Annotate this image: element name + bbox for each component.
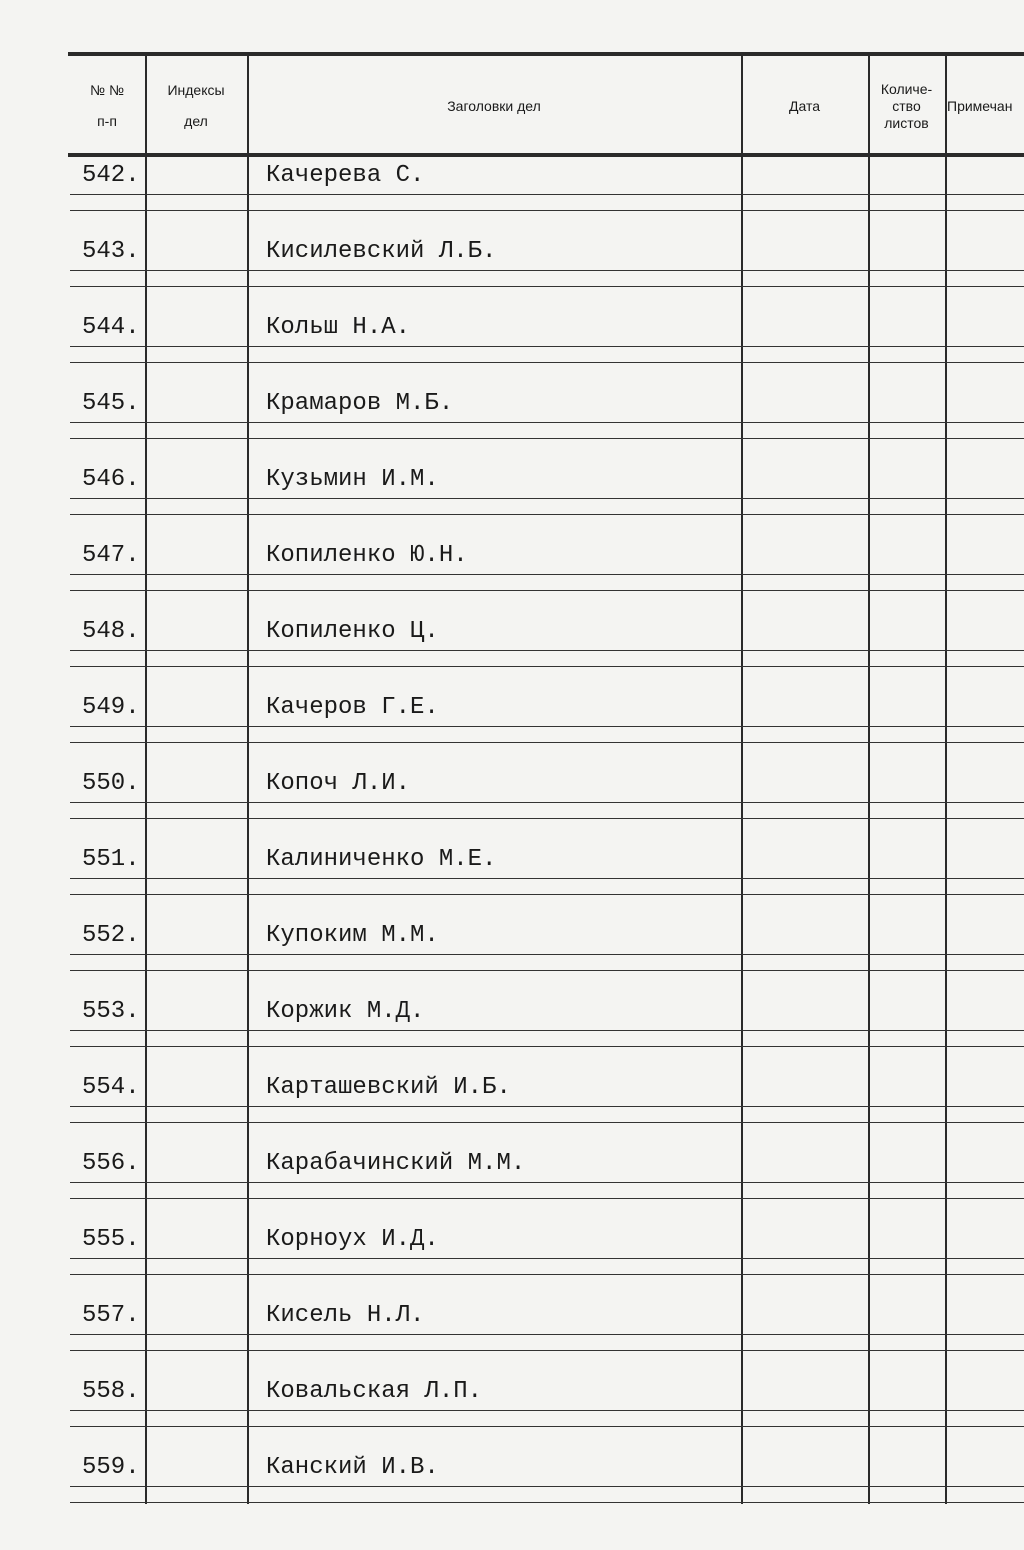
row-number: 543. xyxy=(82,238,140,265)
row-number: 551. xyxy=(82,846,140,873)
row-title: Кисель Н.Л. xyxy=(266,1302,425,1329)
row-number: 555. xyxy=(82,1226,140,1253)
row-number: 546. xyxy=(82,466,140,493)
header-count xyxy=(870,60,943,152)
column-divider xyxy=(741,56,743,1504)
row-title: Копиленко Ц. xyxy=(266,618,439,645)
row-rule xyxy=(70,726,1024,727)
row-rule xyxy=(70,1426,1024,1427)
row-number: 549. xyxy=(82,694,140,721)
header-index-line1: Индексы xyxy=(167,82,225,98)
header-date: Дата xyxy=(788,97,820,114)
row-rule xyxy=(70,802,1024,803)
header-count-line2: ство xyxy=(892,97,921,114)
row-number: 542. xyxy=(82,162,140,189)
column-divider xyxy=(145,56,147,1504)
row-rule xyxy=(70,1182,1024,1183)
row-title: Калиниченко М.Е. xyxy=(266,846,497,873)
column-divider xyxy=(868,56,870,1504)
row-rule xyxy=(70,1258,1024,1259)
row-title: Канский И.В. xyxy=(266,1454,439,1481)
row-title: Кольш Н.А. xyxy=(266,314,411,341)
row-number: 552. xyxy=(82,922,140,949)
header-title: Заголовки дел xyxy=(447,97,541,114)
row-rule xyxy=(70,666,1024,667)
row-title: Карташевский И.Б. xyxy=(266,1074,511,1101)
row-rule xyxy=(70,590,1024,591)
row-rule xyxy=(70,346,1024,347)
row-rule xyxy=(70,270,1024,271)
header-number xyxy=(70,60,144,152)
row-rule xyxy=(70,894,1024,895)
header-count-line3: листов xyxy=(884,114,929,131)
row-number: 559. xyxy=(82,1454,140,1481)
row-number: 544. xyxy=(82,314,140,341)
row-title: Крамаров М.Б. xyxy=(266,390,454,417)
row-title: Ковальская Л.П. xyxy=(266,1378,483,1405)
row-number: 557. xyxy=(82,1302,140,1329)
row-number: 550. xyxy=(82,770,140,797)
row-rule xyxy=(70,954,1024,955)
row-rule xyxy=(70,1274,1024,1275)
row-rule xyxy=(70,1502,1024,1503)
row-rule xyxy=(70,286,1024,287)
row-title: Кузьмин И.М. xyxy=(266,466,439,493)
row-rule xyxy=(70,1334,1024,1335)
row-title: Коржик М.Д. xyxy=(266,998,425,1025)
row-rule xyxy=(70,574,1024,575)
row-rule xyxy=(70,650,1024,651)
row-number: 548. xyxy=(82,618,140,645)
row-number: 547. xyxy=(82,542,140,569)
row-rule xyxy=(70,1486,1024,1487)
row-rule xyxy=(70,210,1024,211)
row-title: Карабачинский М.М. xyxy=(266,1150,526,1177)
row-rule xyxy=(70,1198,1024,1199)
row-rule xyxy=(70,438,1024,439)
row-rule xyxy=(70,1350,1024,1351)
row-rule xyxy=(70,742,1024,743)
row-rule xyxy=(70,362,1024,363)
row-rule xyxy=(70,422,1024,423)
row-rule xyxy=(70,1030,1024,1031)
row-title: Копоч Л.И. xyxy=(266,770,411,797)
row-rule xyxy=(70,1410,1024,1411)
header-count-line1: Количе- xyxy=(880,80,933,97)
row-number: 556. xyxy=(82,1150,140,1177)
header-number-line2: п-п xyxy=(97,113,117,129)
row-rule xyxy=(70,1106,1024,1107)
column-divider xyxy=(247,56,249,1504)
row-rule xyxy=(70,498,1024,499)
row-rule xyxy=(70,194,1024,195)
row-rule xyxy=(70,1046,1024,1047)
row-title: Корноух И.Д. xyxy=(266,1226,439,1253)
row-title: Кисилевский Л.Б. xyxy=(266,238,497,265)
row-title: Качерева С. xyxy=(266,162,425,189)
header-notes: Примечан xyxy=(947,97,1013,114)
header-index-line2: дел xyxy=(184,113,208,129)
row-rule xyxy=(70,514,1024,515)
row-rule xyxy=(70,818,1024,819)
row-number: 558. xyxy=(82,1378,140,1405)
header-number-line1: № № xyxy=(90,82,124,98)
header-index xyxy=(147,60,245,152)
column-divider xyxy=(945,56,947,1504)
row-rule xyxy=(70,1122,1024,1123)
row-title: Купоким М.М. xyxy=(266,922,439,949)
row-title: Качеров Г.Е. xyxy=(266,694,439,721)
header-rule xyxy=(68,153,1024,157)
row-number: 545. xyxy=(82,390,140,417)
top-rule xyxy=(68,52,1024,56)
row-rule xyxy=(70,970,1024,971)
row-title: Копиленко Ю.Н. xyxy=(266,542,468,569)
row-rule xyxy=(70,878,1024,879)
row-number: 554. xyxy=(82,1074,140,1101)
row-number: 553. xyxy=(82,998,140,1025)
